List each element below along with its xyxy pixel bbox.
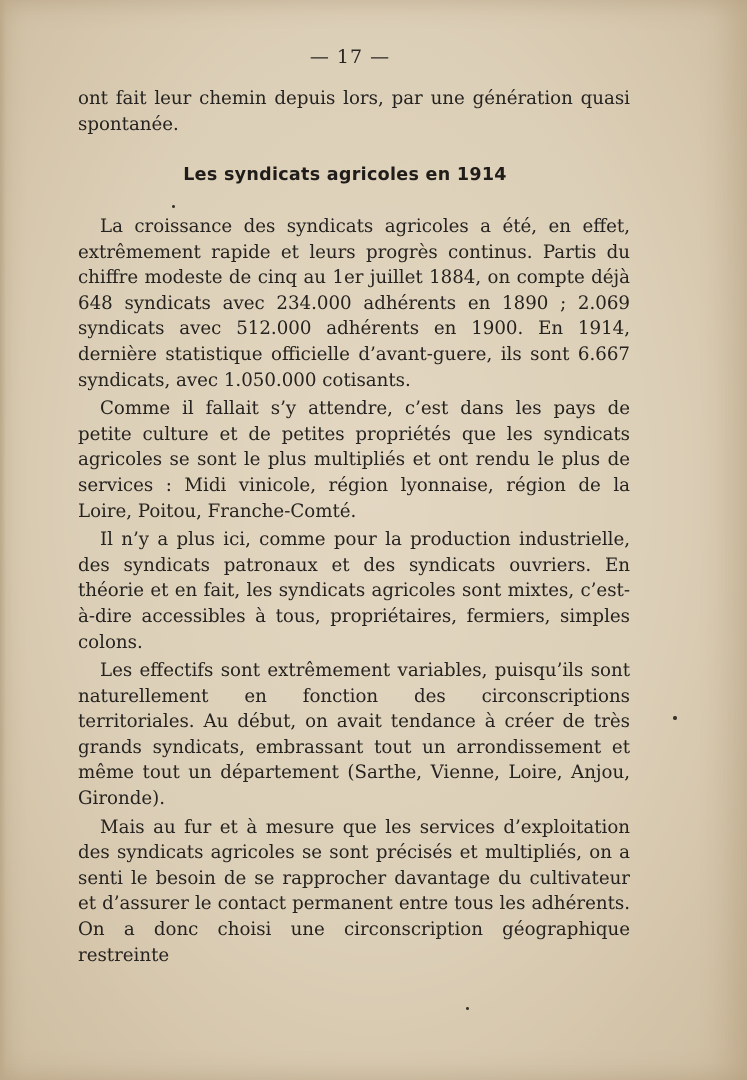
body-paragraph-5: Mais au fur et à mesure que les services d’exploitation des syndicats agricoles se sont précisés et multipliés, on a senti le besoin de se rapprocher davantage du cultivateur et d’assurer le contact permanent entre tous les adhérents. On a donc choisi une circonscription géographique restreinte [78,816,630,966]
print-speck [466,1007,469,1010]
print-speck [172,205,175,208]
body-text-block [78,214,630,971]
body-paragraph-4: Les effectifs sont extrêmement variables, puisqu’ils sont naturellement en fonction des circonscriptions territoriales. Au début, on avait tendance à créer de très grands syndicats, embrassant tout un arrondissement et même tout un département (Sarthe, Vienne, Loire, Anjou, Gironde). [78,660,630,810]
page-binding-edge [0,0,6,1080]
page-number: — 17 — [309,46,391,68]
opening-paragraph: ont fait leur chemin depuis lors, par une génération quasi spontanée. [78,88,630,135]
section-heading: Les syndicats agricoles en 1914 [183,165,507,185]
body-paragraph-2: Comme il fallait s’y attendre, c’est dans les pays de petite culture et de petites propriétés que les syndicats agricoles se sont le plus multipliés et ont rendu le plus de services : Midi vinicole, région lyonnaise, région de la Loire, Poitou, Franche-Comté. [78,398,630,522]
opening-text-block [78,86,630,137]
body-paragraph-3: Il n’y a plus ici, comme pour la production industrielle, des syndicats patronaux et des syndicats ouvriers. En théorie et en fait, les syndicats agricoles sont mixtes, c’est-à-dire accessibles à tous, propriétaires, fermiers, simples colons. [78,529,630,653]
print-speck [673,716,677,720]
body-paragraph-1: La croissance des syndicats agricoles a été, en effet, extrêmement rapide et leurs progrès continus. Partis du chiffre modeste de cinq au 1er juillet 1884, on compte déjà 648 syndicats avec 234.000 adhérents en 1890 ; 2.069 syndicats avec 512.000 adhérents en 1900. En 1914, dernière statistique officielle d’avant-guere, ils sont 6.667 syndicats, avec 1.050.000 cotisants. [78,216,630,391]
